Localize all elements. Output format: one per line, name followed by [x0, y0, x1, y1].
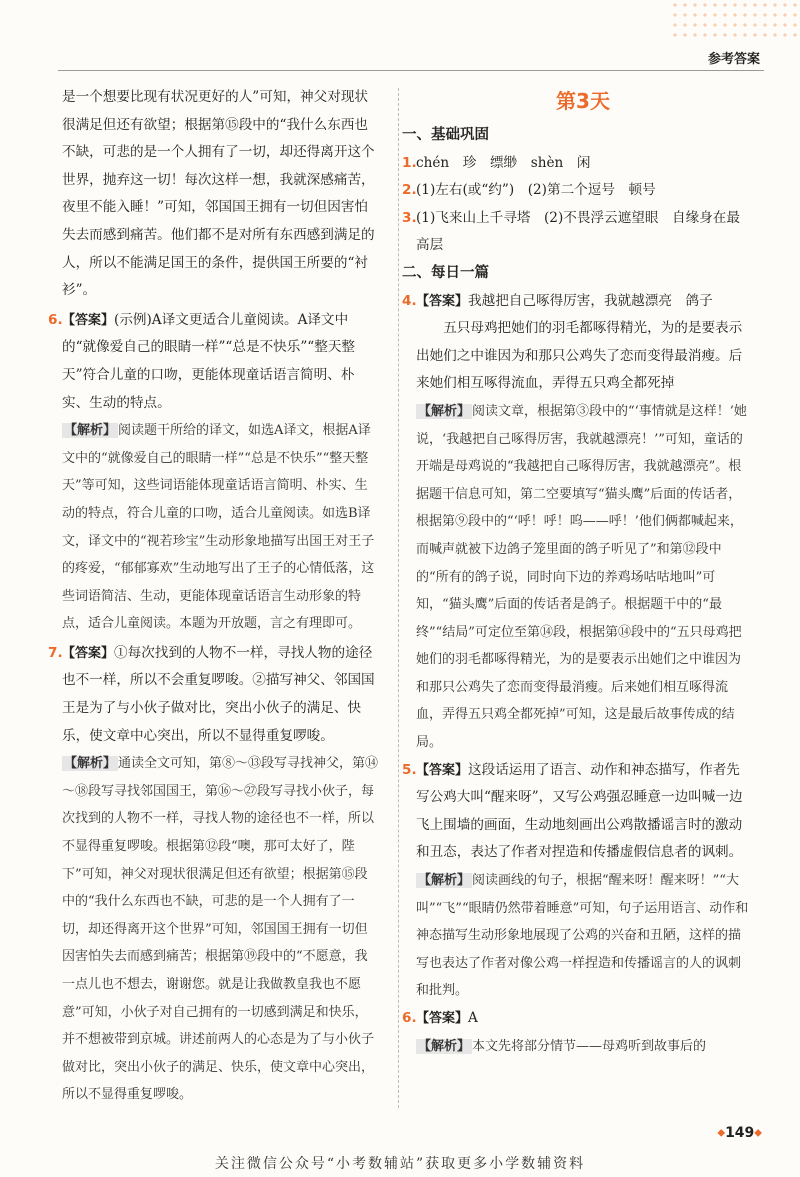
answer-tag: 【答案】: [62, 645, 115, 661]
left-column: [48, 84, 380, 1109]
analysis-text: 阅读题干所给的译文，如选A译文，根据A译文中的“就像爱自己的眼睛一样”“总是不快乐”“整天整天”等可知，这些词语能体现童话语言简明、朴实、生动的特点，符合儿童的口吻，适合儿童阅读。如选B译文，译文中的“视若珍宝”生动形象地描写出国王对王子的疼爱，“郁郁寡欢”生动地写出了王子的心情低落，这些词语简洁、生动，更能体现童话语言生动形象的特点，适合儿童阅读。本题为开放题，言之有理即可。: [62, 423, 375, 632]
diamond-icon: ◆: [754, 1127, 762, 1139]
analysis-tag: 【解析】: [64, 423, 117, 439]
question-6: [48, 307, 380, 638]
answer-tag: 【答案】: [416, 1011, 469, 1026]
answer-tag: 【答案】: [416, 293, 469, 309]
answer-text: 这段话运用了语言、动作和神态描写，作者先写公鸡大叫“醒来呀”，又写公鸡强忍睡意一边叫喊一边飞上围墙的画面，生动地刻画出公鸡散播谣言时的激动和丑态，表达了作者对捏造和传播虚假信息者的讽刺。: [416, 761, 743, 861]
analysis-text: 通读全文可知，第⑧～⑬段写寻找神父，第⑭～⑱段写寻找邻国国王，第⑯～㉗段写寻找小伙子，每次找到的人物不一样，寻找人物的途径也不一样，所以不显得重复啰唆。根据第⑫段“噢，那可太好了，陛下”可知，神父对现状很满足但还有欲望；根据第⑮段中的“我什么东西也不缺，可悲的是一个人拥有了一切，却还得离开这个世界”可知，邻国国王拥有一切但因害怕失去而感到痛苦；根据第⑲段中的“不愿意，我一点儿也不想去，谢谢您。就是让我做教皇我也不愿意”可知，小伙子对自己拥有的一切感到满足和快乐，并不想被带到京城。讲述前两人的心态是为了与小伙子做对比，突出小伙子的满足、快乐，使文章中心突出，所以不显得重复啰唆。: [62, 756, 379, 1103]
question-5: [402, 757, 750, 1005]
question-4: [402, 288, 750, 757]
answer-tag: 【答案】: [416, 762, 469, 778]
answer-text: (示例)A译文更适合儿童阅读。A译文中的“就像爱自己的眼睛一样”“总是不快乐”“整天整天”符合儿童的口吻，更能体现童话语言简明、朴实、生动的特点。: [62, 311, 356, 411]
question-number: 6.: [402, 1010, 417, 1026]
answer-text: A: [468, 1010, 478, 1026]
answer-text: (1)左右(或“约”) (2)第二个逗号 顿号: [416, 182, 656, 199]
analysis-text: 本文先将部分情节——母鸡听到故事后的: [472, 1038, 707, 1054]
corner-dot-pattern: [670, 0, 800, 40]
question-1: [402, 150, 750, 178]
answer-text: (1)飞来山上千寻塔 (2)不畏浮云遮望眼 自缘身在最高层: [416, 209, 740, 254]
section-heading-basics: 一、基础巩固: [402, 127, 489, 143]
diamond-icon: ◆: [717, 1127, 726, 1139]
question-number: 6.: [48, 311, 63, 328]
answer-text: ①每次找到的人物不一样，寻找人物的途径也不一样，所以不会重复啰唆。②描写神父、邻国国王是为了与小伙子做对比，突出小伙子的满足、快乐，使文章中心突出，所以不显得重复啰唆。: [62, 644, 375, 744]
right-column: [402, 84, 750, 1060]
question-number: 3.: [402, 209, 417, 226]
question-number: 7.: [48, 644, 63, 661]
answer-text: 我越把自己啄得厉害，我就越漂亮 鸽子: [468, 292, 713, 309]
question-2: [402, 177, 750, 205]
question-6-right: [402, 1005, 750, 1060]
page-number: [717, 1125, 762, 1141]
footer-note: 关注微信公众号“小考数辅站”获取更多小学数辅资料: [214, 1156, 586, 1172]
question-7: [48, 640, 380, 1109]
column-divider: [398, 88, 399, 1108]
answer-text: chén 珍 缥缈 shèn 闲: [416, 154, 591, 171]
answer-tag: 【答案】: [62, 312, 115, 328]
analysis-text: 阅读文章，根据第③段中的“‘事情就是这样！’她说，‘我越把自己啄得厉害，我就越漂亮！’”可知，童话的开端是母鸡说的“我越把自己啄得厉害，我就越漂亮”。根据题干信息可知，第二空要填写“猫头鹰”后面的传话者，根据第⑨段中的“‘呼！呼！呜——呼！’他们俩都喊起来，而喊声就被下边鸽子笼里面的鸽子听见了”和第⑫段中的“所有的鸽子说，同时向下边的养鸡场咕咕地叫”可知，“猫头鹰”后面的传话者是鸽子。根据题干中的“最终”“结局”可定位至第⑭段，根据第⑭段中的“五只母鸡把她们的羽毛都啄得精光，为的是要表示出她们之中谁因为和那只公鸡失了恋而变得最消瘦。后来她们相互啄得流血，弄得五只鸡全都死掉”可知，这是最后故事传成的结局。: [416, 403, 747, 751]
day-title: 第3天: [556, 89, 610, 113]
question-number: 5.: [402, 761, 417, 778]
continued-analysis: 是一个想要比现有状况更好的人”可知，神父对现状很满足但还有欲望；根据第⑮段中的“我什么东西也不缺，可悲的是一个人拥有了一切，却还得离开这个世界，抛弃这一切！每次这样一想，我就深感痛苦，夜里不能入睡！”可知，邻国国王拥有一切但因害怕失去而感到痛苦。他们都不是对所有东西感到满足的人，所以不能满足国王的条件，提供国王所要的“衬衫”。: [62, 89, 375, 299]
question-number: 2.: [402, 182, 417, 199]
question-number: 1.: [402, 154, 417, 171]
analysis-tag: 【解析】: [418, 1038, 471, 1054]
analysis-tag: 【解析】: [64, 756, 117, 772]
header-divider: [58, 70, 764, 71]
header-label: 参考答案: [707, 52, 760, 67]
question-number: 4.: [402, 292, 417, 309]
answer-text-continued: 五只母鸡把她们的羽毛都啄得精光，为的是要表示出她们之中谁因为和那只公鸡失了恋而变得最消瘦。后来她们相互啄得流血，弄得五只鸡全都死掉: [416, 320, 743, 392]
analysis-tag: 【解析】: [418, 873, 471, 889]
analysis-text: 阅读画线的句子，根据“醒来呀！醒来呀！”“大叫”“飞”“眼睛仍然带着睡意”可知，句子运用语言、动作和神态描写生动形象地展现了公鸡的兴奋和丑陋，这样的描写也表达了作者对像公鸡一样捏造和传播谣言的人的讽刺和批判。: [416, 873, 749, 999]
section-heading-daily-reading: 二、每日一篇: [402, 264, 489, 281]
question-3: [402, 205, 750, 260]
analysis-tag: 【解析】: [418, 403, 471, 419]
page-number-value: 149: [725, 1125, 755, 1141]
